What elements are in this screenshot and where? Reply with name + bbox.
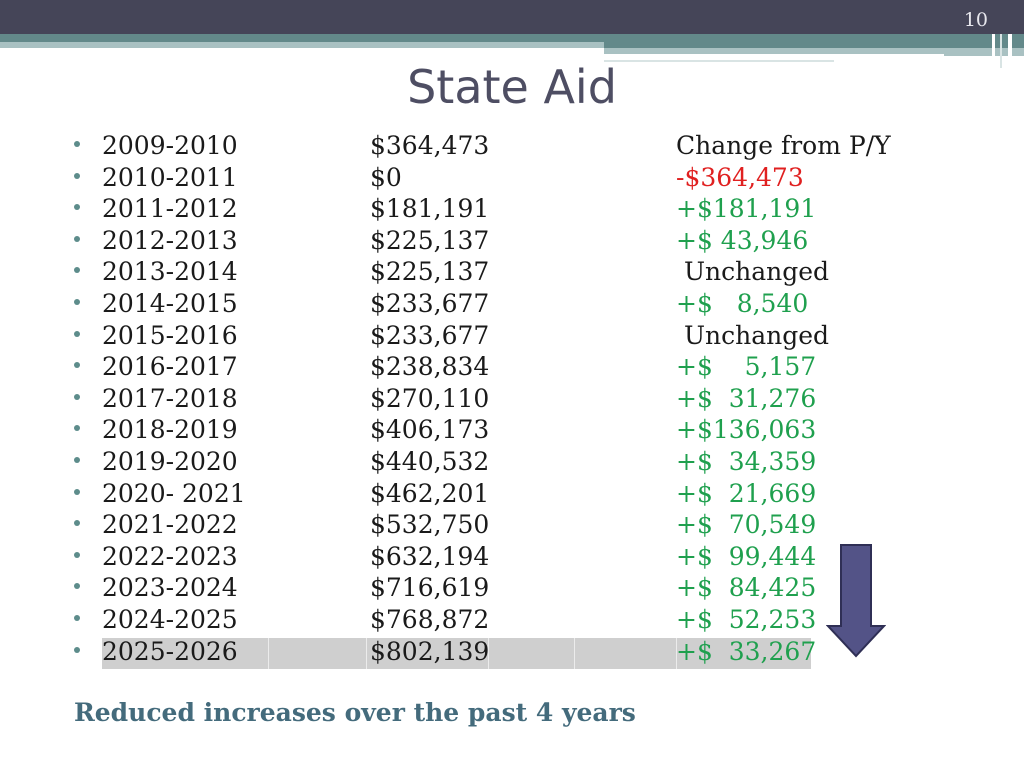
change-cell: +$ 70,549 (676, 510, 817, 540)
change-cell: +$ 21,669 (676, 478, 817, 508)
amount-cell: $270,110 (370, 383, 490, 413)
year-cell: 2013-2014 (102, 257, 238, 287)
amount-cell: $233,677 (370, 288, 490, 318)
list-item (0, 224, 1024, 256)
amount-cell: $406,173 (370, 415, 490, 445)
amount-cell: $632,194 (370, 541, 490, 571)
amount-cell: $225,137 (370, 225, 490, 255)
year-cell: 2011-2012 (102, 194, 238, 224)
list-item (0, 192, 1024, 224)
bullet-icon (74, 236, 80, 242)
year-cell: 2024-2025 (102, 604, 238, 634)
bullet-icon (74, 299, 80, 305)
list-item (0, 319, 1024, 351)
bullet-icon (74, 267, 80, 273)
amount-cell: $225,137 (370, 257, 490, 287)
bullet-icon (74, 583, 80, 589)
bullet-icon (74, 362, 80, 368)
change-cell: Change from P/Y (676, 131, 891, 160)
footer-note: Reduced increases over the past 4 years (74, 698, 636, 727)
bullet-icon (74, 615, 80, 621)
list-item (0, 287, 1024, 319)
change-cell: +$ 84,425 (676, 573, 817, 603)
list-item (0, 477, 1024, 509)
list-item (0, 350, 1024, 382)
change-cell: +$ 43,946 (676, 225, 809, 255)
amount-cell: $768,872 (370, 604, 490, 634)
amount-cell: $716,619 (370, 573, 490, 603)
year-cell: 2014-2015 (102, 288, 238, 318)
list-item (0, 445, 1024, 477)
year-cell: 2009-2010 (102, 131, 238, 160)
year-cell: 2025-2026 (102, 636, 238, 666)
down-arrow-icon (826, 544, 886, 658)
slide-title: State Aid (407, 60, 617, 114)
amount-cell: $440,532 (370, 446, 490, 476)
change-cell: +$ 99,444 (676, 541, 817, 571)
bullet-icon (74, 425, 80, 431)
list-item (0, 382, 1024, 414)
list-item (0, 255, 1024, 287)
year-cell: 2022-2023 (102, 541, 238, 571)
change-cell: +$ 34,359 (676, 446, 817, 476)
list-item (0, 508, 1024, 540)
year-cell: 2015-2016 (102, 320, 238, 350)
change-cell: +$ 8,540 (676, 288, 809, 318)
year-cell: 2018-2019 (102, 415, 238, 445)
bullet-icon (74, 647, 80, 653)
list-item (0, 161, 1024, 193)
change-cell: +$181,191 (676, 194, 817, 224)
bullet-icon (74, 173, 80, 179)
list-item (0, 129, 1024, 161)
list-item (0, 413, 1024, 445)
bullet-icon (74, 204, 80, 210)
year-cell: 2017-2018 (102, 383, 238, 413)
year-cell: 2016-2017 (102, 352, 238, 382)
amount-cell: $0 (370, 162, 402, 192)
bullet-icon (74, 520, 80, 526)
change-cell: Unchanged (676, 257, 830, 287)
bullet-icon (74, 489, 80, 495)
amount-cell: $233,677 (370, 320, 490, 350)
change-cell: -$364,473 (676, 162, 804, 192)
year-cell: 2012-2013 (102, 225, 238, 255)
bullet-icon (74, 552, 80, 558)
change-cell: +$ 5,157 (676, 352, 817, 382)
change-cell: Unchanged (676, 320, 830, 350)
bullet-icon (74, 141, 80, 147)
bullet-icon (74, 331, 80, 337)
amount-cell: $462,201 (370, 478, 490, 508)
year-cell: 2023-2024 (102, 573, 238, 603)
amount-cell: $238,834 (370, 352, 490, 382)
bullet-icon (74, 457, 80, 463)
change-cell: +$136,063 (676, 415, 817, 445)
change-cell: +$ 33,267 (676, 636, 817, 666)
change-cell: +$ 31,276 (676, 383, 817, 413)
year-cell: 2010-2011 (102, 162, 238, 192)
amount-cell: $532,750 (370, 510, 490, 540)
year-cell: 2020- 2021 (102, 478, 246, 508)
bullet-icon (74, 394, 80, 400)
year-cell: 2019-2020 (102, 446, 238, 476)
page-number: 10 (963, 9, 988, 31)
year-cell: 2021-2022 (102, 510, 238, 540)
amount-cell: $364,473 (370, 131, 490, 160)
change-cell: +$ 52,253 (676, 604, 817, 634)
amount-cell: $181,191 (370, 194, 490, 224)
amount-cell: $802,139 (370, 636, 490, 666)
header-bar (0, 0, 1024, 34)
